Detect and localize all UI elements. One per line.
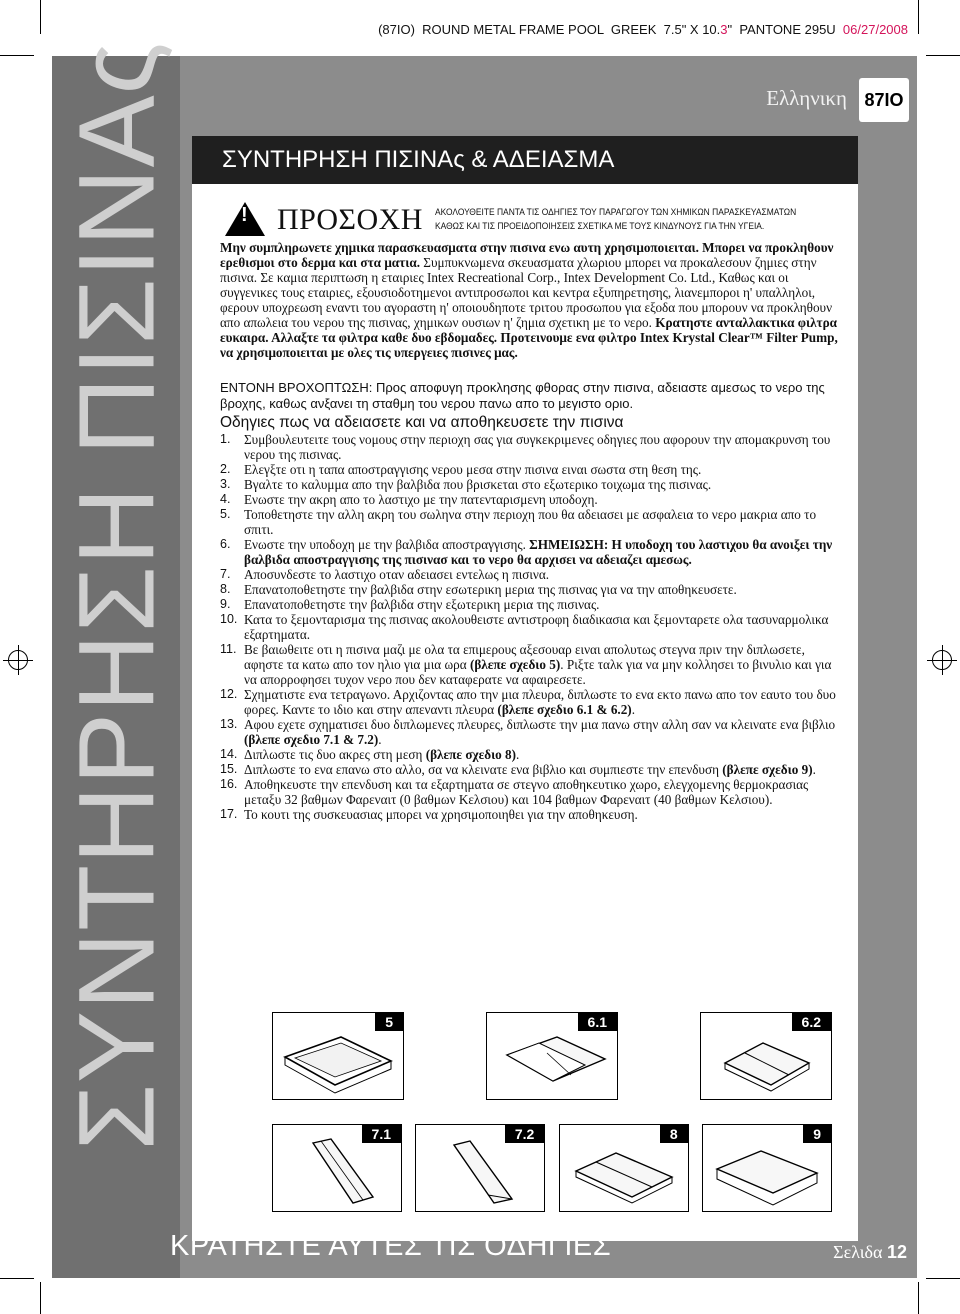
step-bold-text: (βλεπε σχεδιο 6.1 & 6.2) bbox=[497, 702, 632, 717]
page bbox=[52, 41, 917, 1278]
step-text bbox=[244, 492, 840, 507]
figure-label: 6.1 bbox=[578, 1013, 617, 1031]
step-text-part: Αποθηκευστε την επενδυση και τα εξαρτηματα σε στεγνο αποθηκευτικο χωρο, ελεγχομενης θερμοκρασιας μεταξυ 32 βαθμων Φαρεναιτ (0 βαθμων Κελσιου) και 104 βαθμων Φαρεναιτ (40 βαθμων Κελσιου). bbox=[244, 777, 809, 807]
step-number: 17. bbox=[220, 807, 238, 821]
crop-mark bbox=[918, 1282, 919, 1314]
step-bold-text: (βλεπε σχεδιο 7.1 & 7.2) bbox=[244, 732, 379, 747]
step-item bbox=[220, 492, 840, 507]
step-text-part: . bbox=[631, 702, 635, 717]
figure-label: 6.2 bbox=[792, 1013, 831, 1031]
spine bbox=[52, 41, 180, 1278]
step-text bbox=[244, 777, 840, 807]
step-text-part: Επανατοποθετηστε την βαλβιδα στην εξωτερικη μερια της πισινας. bbox=[244, 597, 600, 612]
step-text bbox=[244, 477, 840, 492]
step-bold-text: (βλεπε σχεδιο 9) bbox=[722, 762, 813, 777]
page-label: Σελιδα bbox=[833, 1242, 883, 1262]
step-text-part: Τοποθετηστε την αλλη ακρη του σωληνα στην περιοχη που θα αδειασει με ασφαλεια το νερο μακρια απο το σπιτι. bbox=[244, 507, 817, 537]
step-number: 2. bbox=[220, 462, 231, 476]
instructions-title: Οδηγιες πως να αδειασετε και να αποθηκευσετε την πισινα bbox=[220, 414, 624, 431]
step-item bbox=[220, 642, 840, 687]
figure-label: 9 bbox=[803, 1125, 831, 1143]
page-number bbox=[833, 1242, 907, 1263]
content-panel bbox=[192, 136, 858, 1241]
step-bold-text: (βλεπε σχεδιο 8) bbox=[425, 747, 517, 762]
step-text bbox=[244, 762, 840, 777]
warning-header bbox=[220, 198, 840, 240]
step-text-part: Διπλωστε το ενα επανω στο αλλο, σα να κλεινατε ενα βιβλιο και συμπιεστε την επενδυση bbox=[244, 762, 723, 777]
step-text bbox=[244, 537, 840, 567]
step-number: 10. bbox=[220, 612, 238, 626]
step-text-part: Βε βαιωθειτε οτι η πισινα μαζι με ολα τα επιμερους αξεσουαρ ειναι απολυτως στεγνα πριν την διπλωσετε, αφηστε τα κατω απο τον ηλιο για μια ωρα bbox=[244, 642, 805, 672]
step-number: 16. bbox=[220, 777, 238, 791]
step-item bbox=[220, 567, 840, 582]
warning-bold-text: Κρατηστε ανταλλακτικα φιλτρα ευκαιρα. Αλλαξτε τα φιλτρα καθε δυο εβδομαδες. Προτεινουμε ενα φιλτρο Intex Krystal Clear™ Filter Pump, να χρησιμοποιειται με ολες τις υπεργειες πισινες μας. bbox=[220, 315, 838, 360]
step-text-part: Διπλωστε τις δυο ακρες στη μεση bbox=[244, 747, 426, 762]
step-item bbox=[220, 432, 840, 462]
step-item bbox=[220, 537, 840, 567]
print-slug: (87IO) ROUND METAL FRAME POOL GREEK 7.5" X 10.3" PANTONE 295U 06/27/2008 bbox=[378, 22, 908, 37]
step-text bbox=[244, 507, 840, 537]
warning-side-line: ΑΚΟΛΟΥΘΕΙΤΕ ΠΑΝΤΑ ΤΙΣ ΟΔΗΓΙΕΣ ΤΟΥ ΠΑΡΑΓΩΓΟΥ ΤΩΝ ΧΗΜΙΚΩΝ ΠΑΡΑΣΚΕΥΑΣΜΑΤΩΝ bbox=[434, 206, 797, 217]
step-text-part: Αποσυνδεστε το λαστιχο οταν αδειασει εντελως η πισινα. bbox=[244, 567, 550, 582]
step-text bbox=[244, 687, 840, 717]
crop-mark bbox=[40, 1282, 41, 1314]
step-item bbox=[220, 507, 840, 537]
step-item bbox=[220, 582, 840, 597]
registration-mark-icon bbox=[932, 650, 952, 670]
figure-5 bbox=[272, 1012, 404, 1100]
step-item bbox=[220, 762, 840, 777]
figure-row bbox=[272, 1012, 832, 1100]
heavy-rain-label: ΕΝΤΟΝΗ ΒΡΟΧΟΠΤΩΣΗ: bbox=[220, 380, 373, 395]
step-text bbox=[244, 432, 840, 462]
step-text-part: Ενωστε την ακρη απο το λαστιχο με την πατενταρισμενη υποδοχη. bbox=[244, 492, 598, 507]
step-text bbox=[244, 462, 840, 477]
page-number-value: 12 bbox=[886, 1242, 907, 1262]
crop-mark bbox=[0, 1278, 34, 1279]
step-number: 5. bbox=[220, 507, 231, 521]
step-text-part: . bbox=[516, 747, 520, 762]
registration-mark-icon bbox=[8, 650, 28, 670]
step-text-part: . bbox=[378, 732, 382, 747]
warning-text: Συμπυκνωμενα σκευασματα χλωριου μπορει να προκαλεσουν ζημιες στην πισινα. Σε καμια περιπτωση η εταιριες Intex Recreational Corp., Intex Development Co. Ltd., Καθως και οι συγγενικες τους εταιριες, εξουσιοδοτημενοι αντιπροσωποι και κεντρα εξυπηρετησης, λιανεμποροι η' υπαλληλοι, φερουν υποχρεωση εναντι του αγοραστη η' οποιουδηποτε τριτου προσωπου για εξοδα που μπορουν να προκληθουν απο απωλεια του νερου της πισινας, χημικων ουσιων η' ζημια σχετικη με το νερο. bbox=[220, 255, 833, 330]
figure-9 bbox=[702, 1124, 832, 1212]
step-text bbox=[244, 807, 840, 822]
warning-icon: ! bbox=[225, 202, 265, 236]
crop-mark bbox=[918, 0, 919, 34]
step-number: 3. bbox=[220, 477, 231, 491]
step-number: 12. bbox=[220, 687, 238, 701]
step-number: 1. bbox=[220, 432, 231, 446]
step-item bbox=[220, 717, 840, 747]
step-item bbox=[220, 777, 840, 807]
crop-mark bbox=[40, 0, 41, 34]
crop-mark bbox=[926, 55, 960, 56]
section-title: ΣΥΝΤΗΡΗΣΗ ΠΙΣΙΝΑς & ΑΔΕΙΑΣΜΑ bbox=[192, 136, 858, 184]
step-number: 13. bbox=[220, 717, 238, 731]
warning-side-text bbox=[435, 205, 836, 233]
step-number: 14. bbox=[220, 747, 238, 761]
figure-label: 7.1 bbox=[362, 1125, 401, 1143]
step-number: 11. bbox=[220, 642, 237, 656]
figure-label: 5 bbox=[375, 1013, 403, 1031]
step-number: 4. bbox=[220, 492, 231, 506]
step-text bbox=[244, 612, 840, 642]
step-item bbox=[220, 462, 840, 477]
step-text-part: Επανατοποθετηστε την βαλβιδα στην εσωτερικη μερια της πισινας για να την αποθηκευσετε. bbox=[244, 582, 737, 597]
step-text-part: Βγαλτε το καλυμμα απο την βαλβιδα που βρισκεται στο εξωτερικο τοιχωμα της πισινας. bbox=[244, 477, 712, 492]
step-text bbox=[244, 567, 840, 582]
step-number: 15. bbox=[220, 762, 238, 776]
step-text bbox=[244, 717, 840, 747]
step-number: 7. bbox=[220, 567, 231, 581]
step-item bbox=[220, 687, 840, 717]
figure-6-1 bbox=[486, 1012, 618, 1100]
step-number: 9. bbox=[220, 597, 231, 611]
step-text-part: Ενωστε την υποδοχη με την βαλβιδα αποστραγγισης. bbox=[244, 537, 530, 552]
heavy-rain-notice bbox=[220, 380, 840, 412]
crop-mark bbox=[926, 1278, 960, 1279]
step-bold-text: ΣΗΜΕΙΩΣΗ: Η υποδοχη του λαστιχου θα ανοιξει την βαλβιδα αποστραγγισης της πισινασ και το νερο θα αρχισει να αδειαζει αμεσως. bbox=[244, 537, 833, 567]
step-text-part: . Ριξτε ταλκ για να μην κολλησει το βινυλιο και για να απορροφησει τυχον νερο που δεν καταφερατε να αφαιρεσετε. bbox=[244, 657, 832, 687]
step-text-part: Αφου εχετε σχηματισει δυο διπλωμενες πλευρες, διπλωστε την μια πανω στην αλλη σαν να κλεινατε ενα βιβλιο bbox=[244, 717, 836, 732]
footer-title: ΚΡΑΤΗΣΤΕ ΑΥΤΕΣ ΤΙΣ ΟΔΗΓΙΕΣ bbox=[170, 1230, 612, 1262]
step-text bbox=[244, 597, 840, 612]
step-number: 8. bbox=[220, 582, 231, 596]
step-number: 6. bbox=[220, 537, 231, 551]
step-text-part: Σχηματιστε ενα τετραγωνο. Αρχιζοντας απο την μια πλευρα, διπλωστε το ενα εκτο πανω απο τον εαυτο του δυο φορες. Καντε το ιδιο και στην απεναντι πλευρα bbox=[244, 687, 836, 717]
crop-mark bbox=[0, 55, 34, 56]
spine-title: ΣΥΝΤΗΡΗΣΗ ΠΙΣΙΝΑς bbox=[55, 41, 177, 1151]
step-text bbox=[244, 642, 840, 687]
model-badge: 87IO bbox=[859, 78, 909, 122]
figure-label: 7.2 bbox=[505, 1125, 544, 1143]
figure-7-1 bbox=[272, 1124, 402, 1212]
figure-6-2 bbox=[700, 1012, 832, 1100]
figure-7-2 bbox=[415, 1124, 545, 1212]
step-item bbox=[220, 612, 840, 642]
content-body bbox=[220, 198, 840, 822]
heavy-rain-text: Προς αποφυγη προκλησης φθορας στην πισινα, αδειαστε αμεσως το νερο της βροχης, καθως ανξανει τη σταθμη του νερου πανω απο το μεγιστο οριο. bbox=[220, 380, 825, 411]
warning-title: ΠΡΟΣΟΧΗ bbox=[277, 202, 423, 236]
warning-bold-text: Μην συμπληρωνετε χημικα παρασκευασματα στην πισινα ενω αυτη χρησιμοποιειται. Μπορει να προκληθουν ερεθισμοι στο δερμα και στα ματια. bbox=[220, 240, 834, 270]
step-item bbox=[220, 807, 840, 822]
warning-paragraph bbox=[220, 240, 840, 360]
step-text bbox=[244, 747, 840, 762]
figure-label: 8 bbox=[660, 1125, 688, 1143]
step-text-part: Το κουτι της συσκευασιας μπορει να χρησιμοποιηθει για την αποθηκευση. bbox=[244, 807, 638, 822]
step-item bbox=[220, 597, 840, 612]
step-text-part: Κατα το ξεμονταρισμα της πισινας ακολουθειστε αντιστροφη διαδικασια και ξεμονταρετε ολα τασυναρμολικα εξαρτηματα. bbox=[244, 612, 829, 642]
step-text-part: Ελεγξτε οτι η ταπα αποστραγγισης νερου μεσα στην πισινα ειναι σωστα στη θεση της. bbox=[244, 462, 702, 477]
figure-row bbox=[272, 1124, 832, 1212]
step-item bbox=[220, 477, 840, 492]
step-text bbox=[244, 582, 840, 597]
step-bold-text: (βλεπε σχεδιο 5) bbox=[469, 657, 561, 672]
warning-side-line: ΚΑΘΩΣ ΚΑΙ ΤΙΣ ΠΡΟΕΙΔΟΠΟΙΗΣΕΙΣ ΣΧΕΤΙΚΑ ΜΕ ΤΟΥΣ ΚΙΝΔΥΝΟΥΣ ΓΙΑ ΤΗΝ ΥΓΕΙΑ. bbox=[434, 220, 765, 231]
step-item bbox=[220, 747, 840, 762]
steps-list bbox=[220, 432, 840, 822]
step-text-part: Συμβουλευτειτε τους νομους στην περιοχη σας για συγκεκριμενες οδηγιες που αφορουν την απομακρυνση του νερου της πισινας. bbox=[244, 432, 831, 462]
step-text-part: . bbox=[812, 762, 816, 777]
figure-8 bbox=[559, 1124, 689, 1212]
language-label: Ελληνικη bbox=[766, 86, 847, 110]
